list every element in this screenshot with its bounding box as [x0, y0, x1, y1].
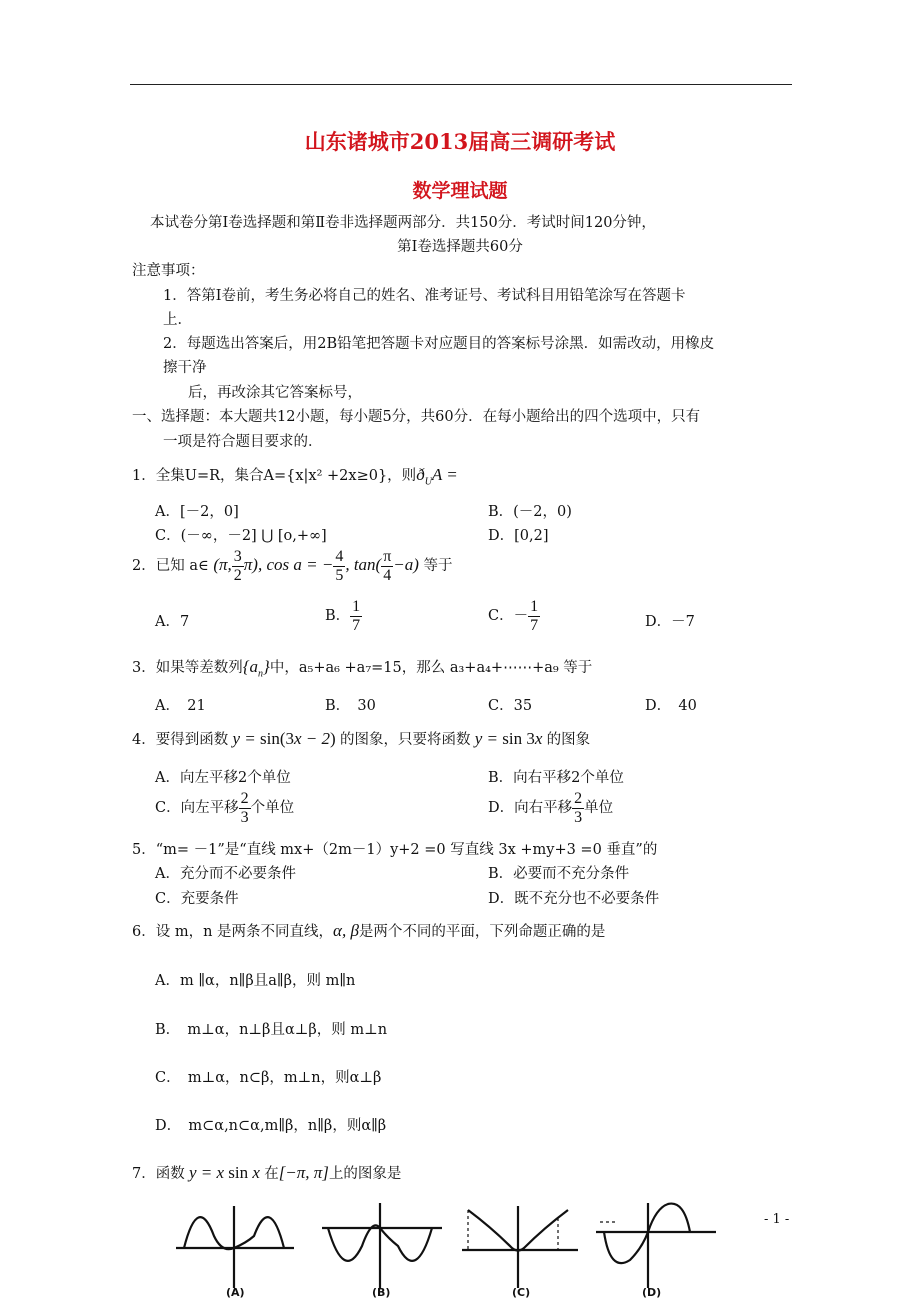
q2-post: 等于 — [423, 558, 453, 574]
q4-option-d-post: 单位 — [584, 800, 614, 817]
q4-option-a: A．向左平移2个单位 — [155, 770, 291, 786]
note-1-line1: 1．答第Ⅰ卷前，考生务必将自己的姓名、准考证号、考试科目用铅笔涂写在答题卡 — [163, 288, 686, 304]
q4-post: 的图象 — [546, 732, 591, 748]
intro-text: 本试卷分第Ⅰ卷选择题和第Ⅱ卷非选择题两部分．共150分．考试时间120分钟， — [150, 215, 656, 231]
note-2-line1: 2．每题选出答案后，用2B铅笔把答题卡对应题目的答案标号涂黑．如需改动，用橡皮 — [163, 336, 715, 352]
q7-pre: 7．函数 — [132, 1166, 185, 1182]
note-2-line2: 擦干净 — [163, 360, 207, 376]
q1-option-c: C．(－∞，－2] ⋃ [o,+∞] — [155, 528, 327, 544]
exam-title: 山东诸城市2013届高三调研考试 — [304, 129, 616, 154]
q5-option-c: C．充要条件 — [155, 891, 239, 907]
section-line2: 一项是符合题目要求的． — [163, 434, 323, 450]
q6-option-a: A．m ∥α，n∥β且a∥β，则 m∥n — [155, 973, 356, 989]
note-2-line3: 后，再改涂其它答案标号， — [188, 385, 362, 401]
notes-heading: 注意事项： — [132, 263, 205, 279]
q4-func2: y = sin 3x — [470, 729, 547, 748]
q4-option-c-post: 个单位 — [250, 800, 295, 817]
q7-post: 上的图象是 — [328, 1166, 402, 1182]
graph-b-label: (B) — [372, 1286, 391, 1298]
q3-stem — [132, 656, 592, 679]
q4-option-c: C．向左平移 $\frac{2}{3}$ 个单位 — [155, 790, 295, 826]
q6-stem — [132, 920, 605, 941]
q1-option-a: A．[－2，0] — [155, 504, 239, 520]
q6-post: 是两个不同的平面，下列命题正确的是 — [358, 924, 606, 940]
q6-option-d: D． m⊂α,n⊂α,m∥β，n∥β，则α∥β — [155, 1118, 387, 1134]
q4-mid: 的图象，只要将函数 — [339, 732, 471, 748]
q4-option-d: D．向右平移 $\frac{2}{3}$ 单位 — [488, 790, 614, 826]
q4-option-d-pre: D．向右平移 — [488, 800, 573, 817]
q7-domain: [−π, π] — [278, 1163, 329, 1182]
q2-stem — [132, 548, 453, 584]
q2-option-b-label: B． — [325, 608, 351, 625]
q3-option-b: B． 30 — [325, 698, 376, 714]
q3-option-d: D． 40 — [645, 698, 697, 714]
q2-pre: 2．已知 a∈ — [132, 558, 209, 574]
note-1-line2: 上． — [163, 312, 192, 328]
q1-tail: A = — [431, 465, 458, 484]
part1-heading: 第Ⅰ卷选择题共60分 — [397, 239, 523, 255]
q2-option-d: D．－7 — [645, 614, 695, 630]
q2-option-a: A．7 — [155, 614, 190, 630]
q1-stem — [132, 464, 458, 487]
graph-d-label: (D) — [642, 1286, 662, 1298]
q6-pre: 6．设 m，n 是两条不同直线， — [132, 924, 334, 940]
q5-option-b: B．必要而不充分条件 — [488, 866, 630, 882]
q2-option-b: B． $\frac{1}{7}$ — [325, 598, 361, 634]
graph-c — [462, 1206, 578, 1288]
q6-option-c: C． m⊥α，n⊂β，m⊥n，则α⊥β — [155, 1070, 382, 1086]
header-rule — [130, 84, 792, 85]
q6-planes: α, β — [333, 921, 359, 940]
q3-sequence: $\{a_n\}$ — [242, 657, 270, 680]
graph-a — [176, 1206, 294, 1288]
q2-option-c: C．－ $\frac{1}{7}$ — [488, 598, 539, 634]
q7-graphs — [176, 1198, 736, 1298]
q1-text: 1．全集U=R，集合A={x|x² +2x≥0}，则 — [132, 468, 417, 484]
q1-option-b: B．(－2，0) — [488, 504, 572, 520]
graph-d — [596, 1203, 716, 1288]
graph-c-label: (C) — [512, 1286, 531, 1298]
q4-option-b: B．向右平移2个单位 — [488, 770, 624, 786]
q7-function: y = x sin x — [184, 1163, 265, 1182]
q4-func1: y = sin(3x − 2) — [228, 729, 336, 748]
q3-text: 3．如果等差数列 — [132, 660, 243, 676]
q1-complement-symbol: $ð_U$ — [416, 465, 432, 488]
q4-pre: 4．要得到函数 — [132, 732, 229, 748]
graph-a-label: (A) — [226, 1286, 245, 1298]
section-line1: 一、选择题：本大题共12小题，每小题5分，共60分．在每小题给出的四个选项中，只有 — [132, 409, 701, 425]
graph-b — [322, 1203, 442, 1288]
page-number: - 1 - — [764, 1212, 790, 1227]
q5-option-a: A．充分而不必要条件 — [155, 866, 296, 882]
q6-option-b: B． m⊥α，n⊥β且α⊥β，则 m⊥n — [155, 1022, 388, 1038]
q3-option-a: A． 21 — [155, 698, 206, 714]
q4-stem — [132, 728, 590, 749]
q2-option-c-label: C．－ — [488, 608, 529, 625]
q5-stem: 5．“m= －1”是“直线 mx+（2m－1）y+2 =0 写直线 3x +my+3 =0 垂直”的 — [132, 842, 658, 858]
q2-formula: (π, $\frac{3}{2}$ π), cos a = − $\frac{4}{5}$ , tan( $\frac{\pi}{4}$ −a) — [213, 548, 419, 584]
q5-option-d: D．既不充分也不必要条件 — [488, 891, 660, 907]
q1-option-d: D．[0,2] — [488, 528, 549, 544]
q3-text2: 中，a₅+a₆ +a₇=15，那么 a₃+a₄+⋯⋯+a₉ 等于 — [269, 660, 593, 676]
q4-option-c-pre: C．向左平移 — [155, 800, 239, 817]
q7-stem — [132, 1162, 401, 1183]
q3-option-c: C．35 — [488, 698, 533, 714]
q7-domain-prefix: 在 — [264, 1166, 279, 1182]
exam-subtitle: 数学理试题 — [412, 180, 508, 202]
